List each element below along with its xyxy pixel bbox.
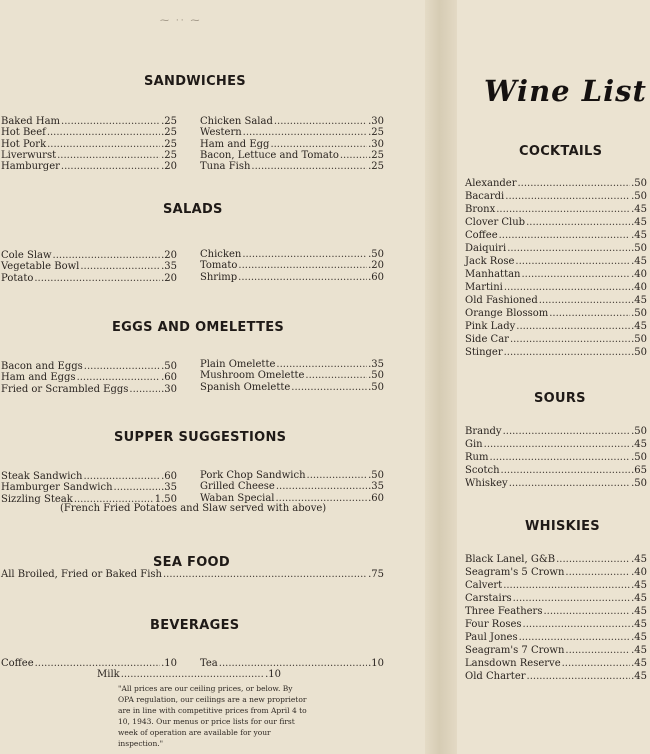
page-fold [425,0,457,754]
menu-item-name: Liverwurst [1,149,57,161]
menu-item-row [465,464,647,477]
menu-item-price: .45 [631,204,647,215]
leader-dots [129,384,160,395]
leader-dots [513,592,630,605]
menu-item-price: .35 [161,261,177,273]
menu-item-row [465,203,647,216]
menu-item-price: .30 [368,138,384,150]
menu-item-row [465,579,647,592]
menu-item-name: Tuna Fish [200,161,251,173]
menu-item-price: .20 [368,260,384,272]
menu-item-price: .25 [368,127,384,139]
leader-dots [121,669,264,680]
menu-item-name: Black Lanel, G&B [465,554,556,565]
top-smudge-mark: ⁓ ·· ⁓ [160,16,202,26]
beverages-heading: BEVERAGES [150,618,240,633]
leader-dots [526,216,630,229]
menu-item-name: Sizzling Steak [1,493,73,505]
leader-dots [489,451,630,464]
leader-dots [276,359,367,370]
leader-dots [505,190,630,203]
menu-item-name: Old Fashioned [465,295,538,306]
menu-item-price: .45 [631,658,647,669]
leader-dots [562,657,630,670]
menu-item-price: .45 [631,439,647,450]
leader-dots [503,579,630,592]
leader-dots [556,553,630,566]
menu-item-price: .25 [161,116,177,127]
menu-item-row [200,260,384,271]
leader-dots [219,658,367,669]
menu-item-row [465,268,647,281]
menu-item-row [1,250,177,261]
seafood-row [1,569,384,580]
menu-item-row [465,553,647,566]
menu-item-name: Jack Rose [465,256,515,267]
menu-item-name: Hamburger [1,161,60,173]
sours-heading: SOURS [534,391,586,406]
menu-item-price: .45 [631,554,647,565]
leader-dots [47,127,160,138]
menu-item-price: .25 [368,149,384,161]
eggs-col-2 [200,359,384,393]
coffee-name: Coffee [1,658,34,669]
menu-item-row [1,372,177,383]
menu-item-row [1,471,177,482]
menu-item-price: .30 [368,116,384,127]
eggs-heading: EGGS AND OMELETTES [112,320,285,335]
milk-name: Milk [97,669,120,680]
leader-dots [516,320,630,333]
menu-item-row [465,592,647,605]
supper-heading: SUPPER SUGGESTIONS [114,430,287,445]
supper-note: (French Fried Potatoes and Slaw served with above) [60,503,327,514]
menu-item-price: .50 [631,426,647,437]
sandwiches-col-1 [1,116,177,172]
menu-item-price: .45 [631,593,647,604]
leader-dots [521,268,630,281]
menu-item-name: Vegetable Bowl [1,261,80,273]
menu-item-price: .50 [631,334,647,345]
menu-item-name: Stinger [465,347,503,358]
beverage-milk [97,669,281,680]
menu-item-name: Bronx [465,204,496,215]
menu-item-price: .45 [631,645,647,656]
leader-dots [34,273,160,284]
menu-item-price: .50 [368,470,384,481]
menu-item-price: .45 [631,217,647,228]
menu-item-price: .50 [631,243,647,254]
tea-name: Tea [200,658,218,669]
menu-item-row [1,384,177,395]
menu-item-row [465,644,647,657]
menu-item-name: Alexander [465,178,517,189]
menu-item-name: Chicken [200,249,242,260]
seafood-item-price: .75 [368,569,384,580]
menu-item-row [465,307,647,320]
menu-item-name: Manhattan [465,269,521,280]
milk-price: .10 [265,669,281,680]
menu-item-name: Fried or Scrambled Eggs [1,383,129,395]
menu-item-name: Side Car [465,334,509,345]
menu-item-row [465,229,647,242]
leader-dots [549,307,630,320]
leader-dots [57,150,160,161]
menu-item-row [465,425,647,438]
menu-item-row [1,139,177,150]
menu-item-row [1,361,177,372]
menu-item-name: Steak Sandwich [1,471,83,482]
leader-dots [543,605,630,618]
leader-dots [61,161,160,172]
seafood-heading: SEA FOOD [153,555,231,570]
menu-item-row [465,216,647,229]
menu-item-name: Calvert [465,580,503,591]
leader-dots [501,464,631,477]
menu-item-name: Paul Jones [465,632,518,643]
menu-item-row [465,438,647,451]
menu-item-row [200,249,384,260]
menu-item-price: .60 [161,471,177,482]
menu-item-row [465,477,647,490]
leader-dots [503,425,631,438]
menu-item-name: Pink Lady [465,321,516,332]
menu-item-row [200,481,384,492]
menu-item-row [465,190,647,203]
menu-item-row [1,116,177,127]
opa-price-note: "All prices are our ceiling prices, or below. By OPA regulation, our ceilings are a new proprietor are in line with competitive prices from April 4 to 10, 1943. Our menus or price lists for our first week of operation are available for your inspection." [118,684,307,748]
menu-item-row [465,294,647,307]
menu-item-name: Ham and Egg [200,138,270,150]
leader-dots [163,569,367,580]
menu-item-name: Grilled Cheese [200,481,275,493]
whiskies-heading: WHISKIES [525,519,600,534]
seafood-item-name: All Broiled, Fried or Baked Fish [1,569,162,580]
leader-dots [243,127,367,138]
menu-item-name: Brandy [465,426,502,437]
sandwiches-col-2 [200,116,384,172]
salads-col-2 [200,249,384,283]
leader-dots [47,139,160,150]
leader-dots [340,150,367,161]
menu-item-row [465,451,647,464]
menu-item-price: .35 [368,359,384,370]
leader-dots [61,116,160,127]
wine-list-title: Wine List [484,74,647,108]
menu-item-row [200,150,384,161]
leader-dots [517,177,630,190]
leader-dots [80,261,160,272]
menu-item-price: .40 [631,282,647,293]
leader-dots [251,161,367,172]
menu-item-price: .20 [161,272,177,284]
supper-col-2 [200,470,384,504]
menu-item-price: .50 [631,308,647,319]
menu-item-name: Bacardi [465,191,505,202]
leader-dots [523,618,631,631]
menu-item-row [465,346,647,359]
leader-dots [305,370,367,381]
leader-dots [270,139,367,150]
menu-item-price: .45 [631,671,647,682]
menu-item-price: .45 [631,295,647,306]
menu-item-name: Orange Blossom [465,308,549,319]
menu-item-row [200,116,384,127]
menu-item-row [200,161,384,172]
menu-item-row [1,261,177,272]
menu-item-name: Seagram's 5 Crown [465,567,565,578]
leader-dots [484,438,630,451]
leader-dots [238,260,367,271]
menu-item-price: .50 [631,178,647,189]
menu-item-row [465,333,647,346]
menu-item-price: .30 [161,383,177,395]
menu-item-name: Daiquiri [465,243,507,254]
menu-item-row [1,482,177,493]
menu-item-price: .50 [631,452,647,463]
leader-dots [238,272,367,283]
menu-item-name: Clover Club [465,217,526,228]
cocktails-list [465,177,647,359]
leader-dots [53,250,161,261]
menu-item-price: .45 [631,606,647,617]
menu-item-price: .50 [368,370,384,382]
menu-item-price: .45 [631,619,647,630]
menu-item-row [1,161,177,172]
leader-dots [35,658,160,669]
beverage-coffee [1,658,177,669]
menu-item-row [200,382,384,393]
salads-heading: SALADS [163,202,223,217]
menu-item-name: Potato [1,272,34,284]
menu-item-price: .25 [161,127,177,139]
menu-item-name: Waban Special [200,492,275,504]
menu-item-price: .60 [368,492,384,504]
menu-item-name: Old Charter [465,671,526,682]
leader-dots [114,482,161,493]
menu-item-row [465,631,647,644]
menu-item-row [465,670,647,683]
menu-item-price: .65 [631,465,647,476]
cocktails-heading: COCKTAILS [519,144,603,159]
menu-item-name: Scotch [465,465,500,476]
menu-item-name: Cole Slaw [1,250,52,261]
menu-item-name: Coffee [465,230,498,241]
menu-item-name: Four Roses [465,619,522,630]
menu-item-name: Hamburger Sandwich [1,482,113,494]
menu-item-price: .25 [368,161,384,173]
menu-item-name: Mushroom Omelette [200,370,305,382]
menu-item-name: Hot Beef [1,127,46,139]
menu-item-name: Carstairs [465,593,512,604]
menu-item-price: .45 [631,632,647,643]
whiskies-list [465,553,647,683]
menu-item-name: Bacon and Eggs [1,361,83,372]
menu-item-row [465,242,647,255]
menu-item-row [200,470,384,481]
menu-item-price: .50 [368,249,384,260]
menu-item-name: Western [200,127,242,139]
sours-list [465,425,647,490]
menu-item-price: .25 [161,138,177,150]
menu-item-row [200,139,384,150]
leader-dots [504,281,630,294]
leader-dots [539,294,630,307]
menu-item-price: .35 [368,481,384,493]
leader-dots [499,229,630,242]
menu-item-row [200,359,384,370]
salads-col-1 [1,250,177,284]
menu-item-row [200,370,384,381]
menu-item-name: Tomato [200,260,238,272]
leader-dots [565,566,630,579]
leader-dots [510,333,630,346]
leader-dots [509,477,630,490]
menu-item-name: Rum [465,452,489,463]
menu-item-name: Chicken Salad [200,116,273,127]
menu-item-name: Pork Chop Sandwich [200,470,306,481]
menu-item-row [1,127,177,138]
beverage-tea [200,658,384,669]
menu-item-name: Whiskey [465,478,508,489]
leader-dots [515,255,630,268]
menu-item-price: .50 [631,478,647,489]
menu-item-price: .35 [161,482,177,494]
menu-item-row [465,320,647,333]
leader-dots [83,471,160,482]
leader-dots [276,481,367,492]
leader-dots [507,242,630,255]
menu-item-price: .50 [631,191,647,202]
menu-item-name: Baked Ham [1,116,61,127]
menu-item-name: Gin [465,439,483,450]
leader-dots [77,372,161,383]
leader-dots [519,631,631,644]
menu-item-name: Shrimp [200,271,238,283]
menu-item-name: Seagram's 7 Crown [465,645,565,656]
menu-item-row [465,605,647,618]
menu-item-name: Spanish Omelette [200,381,291,393]
menu-item-name: Martini [465,282,503,293]
menu-item-row [465,618,647,631]
menu-item-row [465,566,647,579]
menu-item-row [1,273,177,284]
menu-item-name: Bacon, Lettuce and Tomato [200,149,339,161]
menu-item-row [200,127,384,138]
menu-item-row [1,150,177,161]
menu-item-row [200,272,384,283]
menu-item-price: .50 [631,347,647,358]
menu-item-row [465,281,647,294]
leader-dots [496,203,630,216]
menu-item-name: Hot Pork [1,138,47,150]
leader-dots [242,249,367,260]
menu-item-name: Three Feathers [465,606,543,617]
menu-item-price: .45 [631,230,647,241]
menu-item-row [465,255,647,268]
leader-dots [504,346,630,359]
leader-dots [565,644,630,657]
menu-item-price: .25 [161,149,177,161]
menu-item-price: 1.50 [154,493,177,505]
menu-item-row [465,177,647,190]
tea-price: .10 [368,658,384,669]
leader-dots [84,361,160,372]
menu-item-price: .45 [631,580,647,591]
menu-item-price: .20 [161,161,177,173]
leader-dots [291,382,367,393]
leader-dots [307,470,368,481]
menu-item-price: .50 [368,381,384,393]
menu-item-price: .60 [368,271,384,283]
menu-item-row [465,657,647,670]
eggs-col-1 [1,361,177,395]
leader-dots [274,116,367,127]
leader-dots [527,670,631,683]
menu-item-name: Plain Omelette [200,359,276,370]
coffee-price: .10 [161,658,177,669]
menu-item-price: .20 [161,250,177,261]
menu-item-price: .45 [631,321,647,332]
menu-item-price: .60 [161,372,177,384]
sandwiches-heading: SANDWICHES [144,74,246,89]
menu-item-price: .50 [161,361,177,372]
supper-col-1 [1,471,177,505]
menu-item-price: .45 [631,256,647,267]
menu-item-name: Lansdown Reserve [465,658,561,669]
menu-item-price: .40 [631,269,647,280]
menu-item-name: Ham and Eggs [1,372,76,384]
menu-item-price: .40 [631,567,647,578]
